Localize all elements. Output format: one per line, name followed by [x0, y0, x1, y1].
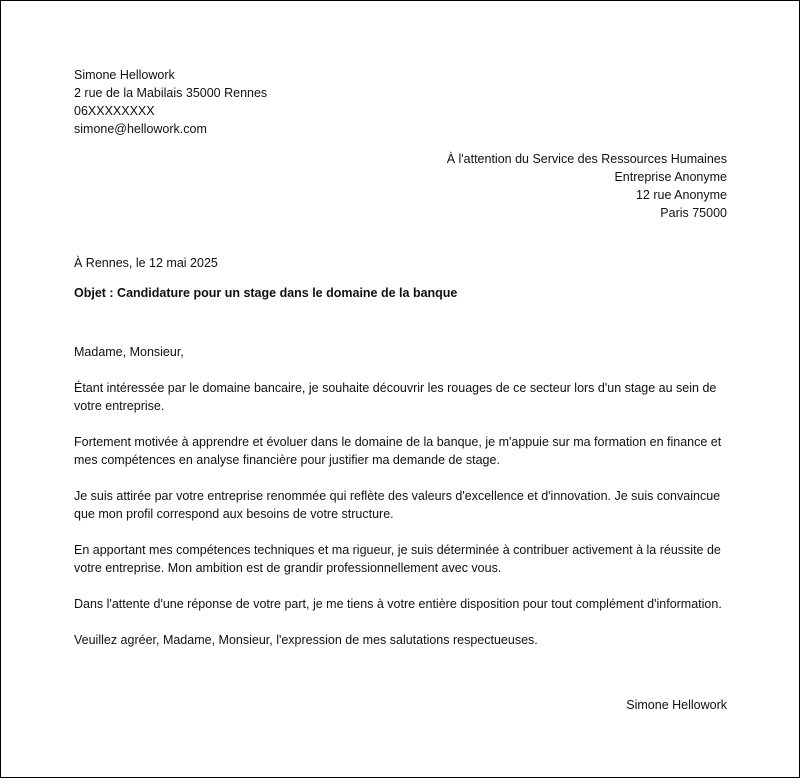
paragraph-availability: Dans l'attente d'une réponse de votre part, je me tiens à votre entière disposition pour tout complément d'information. [74, 597, 722, 611]
sender-name: Simone Hellowork [74, 68, 175, 82]
sender-phone: 06XXXXXXXX [74, 104, 155, 118]
greeting: Madame, Monsieur, [74, 345, 184, 359]
sender-address: 2 rue de la Mabilais 35000 Rennes [74, 86, 268, 100]
recipient-block [447, 150, 727, 222]
signature: Simone Hellowork [626, 698, 727, 712]
paragraph-closing: Veuillez agréer, Madame, Monsieur, l'expression de mes salutations respectueuses. [74, 633, 538, 647]
paragraph-intro: Étant intéressée par le domaine bancaire, je souhaite découvrir les rouages de ce secteur lors d'un stage au sein de votre entreprise. [74, 381, 717, 413]
sender-block [74, 66, 267, 138]
letter-body [74, 343, 730, 667]
recipient-attention: À l'attention du Service des Ressources Humaines [446, 152, 727, 166]
paragraph-company: Je suis attirée par votre entreprise renommée qui reflète des valeurs d'excellence et d'innovation. Je suis convaincue que mon profil correspond aux besoins de votre structure. [74, 489, 721, 521]
recipient-street: 12 rue Anonyme [635, 188, 727, 202]
recipient-company: Entreprise Anonyme [614, 170, 727, 184]
paragraph-motivation: Fortement motivée à apprendre et évoluer dans le domaine de la banque, je m'appuie sur ma formation en finance et mes compétences en analyse financière pour justifier ma demande de stage. [74, 435, 722, 467]
sender-email: simone@hellowork.com [74, 122, 207, 136]
date-line: À Rennes, le 12 mai 2025 [74, 256, 218, 270]
paragraph-contribution: En apportant mes compétences techniques et ma rigueur, je suis déterminée à contribuer activement à la réussite de votre entreprise. Mon ambition est de grandir professionnellement avec vous. [74, 543, 721, 575]
subject-line: Objet : Candidature pour un stage dans le domaine de la banque [74, 286, 458, 300]
recipient-city: Paris 75000 [660, 206, 727, 220]
